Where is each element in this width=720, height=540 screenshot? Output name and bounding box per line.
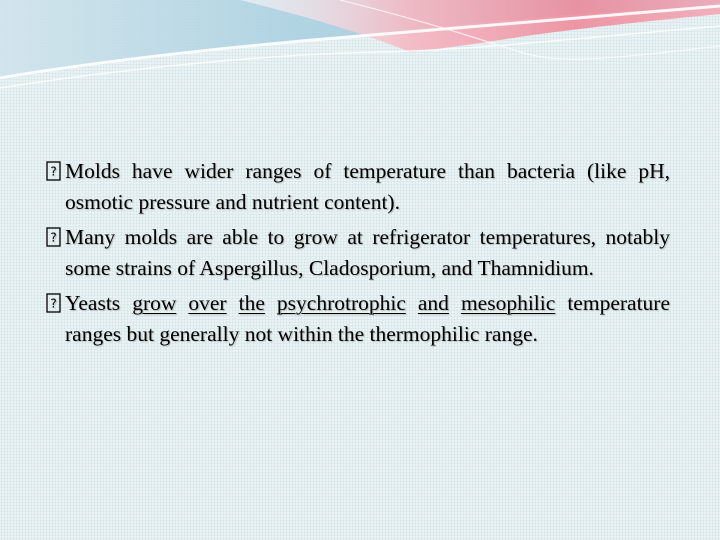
lead-word: Yeasts — [65, 291, 121, 315]
tail-text: temperature ranges but generally not within the thermophilic range. — [65, 291, 670, 346]
underlined-word: mesophilic — [460, 291, 556, 315]
bullet-paragraph-2 — [46, 222, 670, 284]
header-swoosh-decoration — [0, 0, 720, 100]
paragraph-text — [65, 291, 670, 346]
svg-text:?: ? — [50, 296, 57, 311]
underlined-word: the — [238, 291, 265, 315]
missing-glyph-icon — [46, 222, 63, 253]
missing-glyph-icon — [46, 288, 63, 319]
underlined-word: psychrotrophic — [276, 291, 406, 315]
bullet-paragraph-3 — [46, 288, 670, 350]
underlined-word: over — [188, 291, 227, 315]
svg-text:?: ? — [50, 230, 57, 245]
paragraph-text: Many molds are able to grow at refrigerator temperatures, notably some strains of Aspergillus, Cladosporium, and Thamnidium. — [65, 225, 670, 280]
svg-text:?: ? — [50, 164, 57, 179]
paragraph-text: Molds have wider ranges of temperature than bacteria (like pH, osmotic pressure and nutrient content). — [65, 159, 670, 214]
missing-glyph-icon — [46, 156, 63, 187]
bullet-paragraph-1 — [46, 156, 670, 218]
underlined-word: grow — [132, 291, 177, 315]
underlined-word: and — [417, 291, 449, 315]
bullet-list — [46, 156, 670, 354]
